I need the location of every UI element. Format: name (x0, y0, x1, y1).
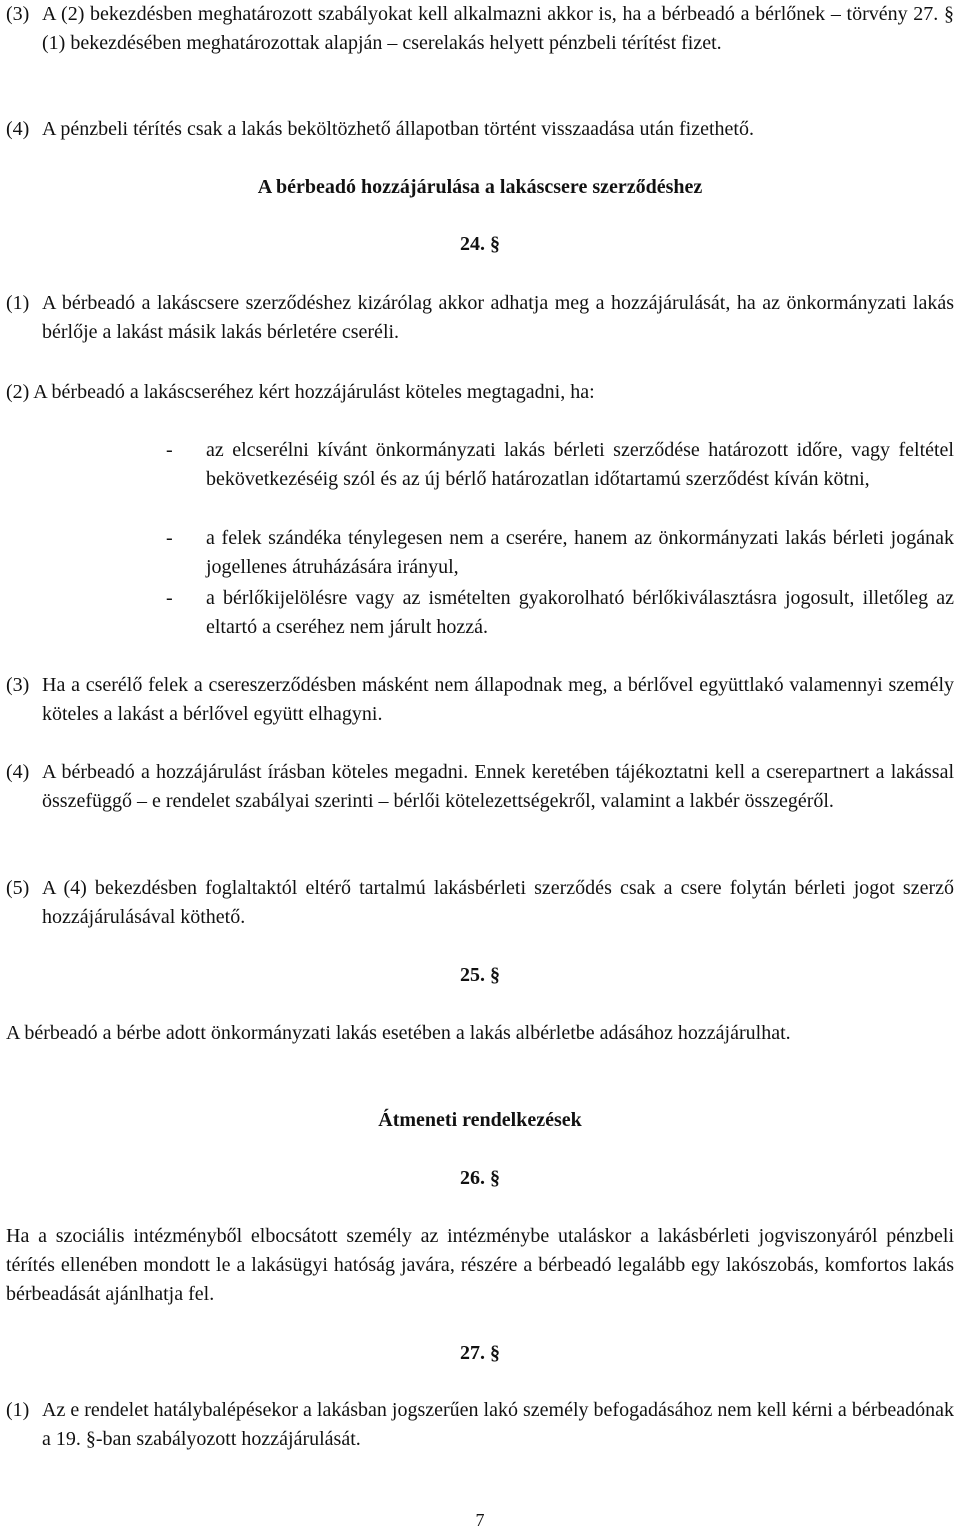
section-heading-consent: A bérbeadó hozzájárulása a lakáscsere szerződéshez (257, 176, 703, 198)
sec26-text: Ha a szociális intézményből elbocsátott személy az intézménybe utaláskor a lakásbérleti jogviszonyáról pénzbeli térítés ellenében mondott le a lakásügyi hatóság javára, részére a bérbeadó legalább egy lakószobás, komfortos lakás bérbeadását ajánlhatja fel. (6, 1225, 954, 1305)
paragraph-number: (1) (6, 292, 30, 314)
paragraph-3 (6, 0, 954, 58)
paragraph-number: (1) (6, 1399, 30, 1421)
section-26-label: 26. § (460, 1167, 500, 1189)
bullet-dash: - (166, 587, 173, 609)
sec24-paragraph-5 (6, 874, 954, 932)
bullet-item (166, 436, 954, 494)
bullet-dash: - (166, 439, 173, 461)
sec24-paragraph-1 (6, 289, 954, 347)
bullet-dash: - (166, 527, 173, 549)
bullet-text: a bérlőkijelölésre vagy az ismételten gyakorolható bérlőkiválasztásra jogosult, illetőleg az eltartó a cseréhez nem járult hozzá. (206, 587, 954, 638)
paragraph-text: Az e rendelet hatálybalépésekor a lakásban jogszerűen lakó személy befogadásához nem kell kérni a bérbeadónak a 19. §-ban szabályozott hozzájárulását. (42, 1399, 954, 1450)
paragraph-text: A bérbeadó a lakáscsere szerződéshez kizárólag akkor adhatja meg a hozzájárulását, ha az önkormányzati lakás bérlője a lakást másik lakás bérletére cseréli. (42, 292, 954, 343)
section-heading-transitional: Átmeneti rendelkezések (378, 1109, 582, 1131)
bullet-text: a felek szándéka ténylegesen nem a cserére, hanem az önkormányzati lakás bérleti jogának jogellenes átruházására irányul, (206, 527, 954, 578)
bullet-item (166, 584, 954, 642)
paragraph-number: (5) (6, 877, 30, 899)
sec24-paragraph-4 (6, 758, 954, 816)
sec25-text: A bérbeadó a bérbe adott önkormányzati lakás esetében a lakás albérletbe adásához hozzájárulhat. (6, 1022, 791, 1044)
sec24-paragraph-2: (2) A bérbeadó a lakáscseréhez kért hozzájárulást köteles megtagadni, ha: (6, 381, 595, 403)
section-24-label: 24. § (460, 233, 500, 255)
paragraph-text: Ha a cserélő felek a csereszerződésben másként nem állapodnak meg, a bérlővel együttlakó valamennyi személy köteles a lakást a bérlővel együtt elhagyni. (42, 674, 954, 725)
paragraph-number: (3) (6, 674, 30, 696)
section-25-label: 25. § (460, 964, 500, 986)
bullet-text: az elcserélni kívánt önkormányzati lakás bérleti szerződése határozott időre, vagy feltétel bekövetkezéséig szól és az új bérlő határozatlan időtartamú szerződést kíván kötni, (206, 439, 954, 490)
section-27-label: 27. § (460, 1342, 500, 1364)
page-number: 7 (475, 1510, 485, 1530)
paragraph-text: A (2) bekezdésben meghatározott szabályokat kell alkalmazni akkor is, ha a bérbeadó a bérlőnek – törvény 27. § (1) bekezdésében meghatározottak alapján – cserelakás helyett pénzbeli térítést fizet. (42, 3, 954, 54)
paragraph-4 (6, 115, 954, 144)
paragraph-number: (4) (6, 118, 30, 140)
bullet-item (166, 524, 954, 582)
paragraph-number: (4) (6, 761, 30, 783)
sec27-paragraph-1 (6, 1396, 954, 1454)
paragraph-text: A (4) bekezdésben foglaltaktól eltérő tartalmú lakásbérleti szerződés csak a csere folytán bérleti jogot szerző hozzájárulásával köthető. (42, 877, 954, 928)
sec24-paragraph-3 (6, 671, 954, 729)
paragraph-text: A pénzbeli térítés csak a lakás beköltözhető állapotban történt visszaadása után fizethető. (42, 118, 754, 140)
paragraph-text: A bérbeadó a hozzájárulást írásban köteles megadni. Ennek keretében tájékoztatni kell a cserepartnert a lakással összefüggő – e rendelet szabályai szerinti – bérlői kötelezettségekről, valamint a lakbér összegéről. (42, 761, 954, 812)
paragraph-number: (3) (6, 3, 30, 25)
